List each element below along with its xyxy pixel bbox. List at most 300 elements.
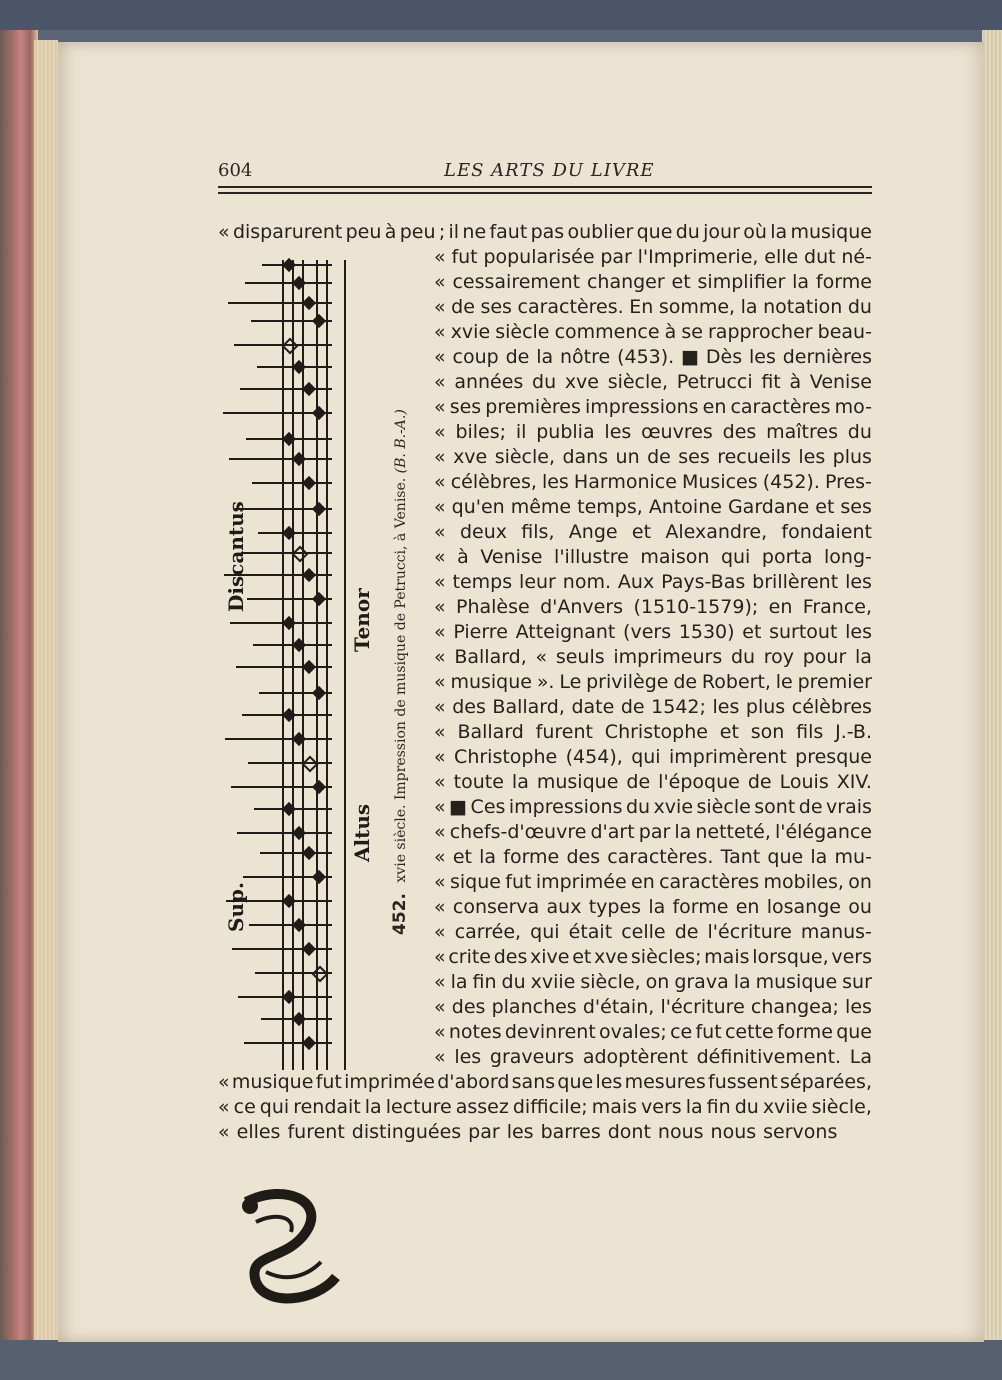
text-word: forme	[672, 896, 729, 918]
text-line	[434, 995, 872, 1020]
text-word: et	[815, 496, 835, 518]
text-word: musique	[790, 221, 872, 243]
text-word: siècle,	[580, 971, 641, 993]
text-word: ce	[233, 1096, 256, 1118]
text-word: même	[510, 496, 572, 518]
text-word: Christophe	[604, 721, 708, 743]
text-word: œuvres	[641, 421, 713, 443]
text-word: grava	[674, 971, 729, 993]
note-stem	[249, 924, 332, 926]
text-word: notes	[448, 1021, 502, 1043]
text-word: d'étain,	[582, 996, 655, 1018]
text-word: la	[792, 271, 810, 293]
text-word: Phalèse	[456, 596, 530, 618]
text-line	[434, 745, 872, 770]
note-stem	[237, 832, 332, 834]
text-word: xve	[564, 371, 599, 393]
text-line	[434, 870, 872, 895]
text-word: «	[434, 821, 446, 843]
text-word: que	[836, 1021, 872, 1043]
text-word: coup	[452, 346, 499, 368]
facing-page-edge	[982, 30, 1002, 1350]
staff-line	[344, 260, 346, 1070]
text-word: sique	[449, 871, 501, 893]
text-word: du	[734, 1096, 759, 1118]
text-word: elles	[236, 1121, 281, 1143]
text-word: fut	[451, 246, 478, 268]
text-word: ses	[449, 396, 482, 418]
note-stem	[240, 388, 332, 390]
text-word: du	[532, 371, 557, 393]
text-word: «	[434, 446, 446, 468]
running-title: LES ARTS DU LIVRE	[444, 160, 655, 181]
text-word: (452).	[762, 471, 820, 493]
text-word: «	[434, 571, 446, 593]
text-word: adoptèrent	[582, 1046, 688, 1068]
text-line	[434, 370, 872, 395]
text-word: Alexandre,	[665, 521, 768, 543]
text-line	[218, 220, 872, 245]
text-word: se	[681, 321, 703, 343]
text-word: devinrent	[504, 1021, 596, 1043]
text-word: fondaient	[781, 521, 872, 543]
text-line	[434, 470, 872, 495]
text-word: «	[434, 746, 446, 768]
text-word: sans	[511, 1071, 556, 1093]
text-word: «	[434, 346, 446, 368]
text-word: des	[722, 421, 757, 443]
text-word: «	[434, 396, 446, 418]
note-head	[302, 1036, 316, 1050]
text-word: la	[536, 346, 554, 368]
text-word: de	[673, 671, 698, 693]
text-word: «	[434, 646, 446, 668]
text-word: Pierre	[453, 621, 508, 643]
header-rule	[218, 192, 872, 194]
text-word: (vers	[623, 621, 672, 643]
note-stem	[225, 738, 332, 740]
note-head	[312, 870, 326, 884]
text-word: était	[568, 921, 613, 943]
text-word: xviie	[530, 971, 576, 993]
text-word: ce	[670, 1021, 693, 1043]
note-head	[302, 942, 316, 956]
text-word: maison	[640, 546, 710, 568]
text-word: «	[434, 621, 446, 643]
text-word: «	[434, 371, 446, 393]
text-word: la	[733, 971, 751, 993]
text-word: la	[854, 646, 872, 668]
text-word: musique	[231, 1071, 314, 1093]
text-word: notation	[763, 296, 843, 318]
text-word: la	[479, 846, 497, 868]
text-line	[434, 245, 872, 270]
text-word: en	[631, 871, 655, 893]
text-word: Pays-Bas	[661, 571, 746, 593]
text-word: les	[712, 696, 740, 718]
text-word: commence	[554, 321, 660, 343]
text-word: de	[620, 696, 645, 718]
text-word: «	[434, 246, 446, 268]
text-word: presque	[795, 746, 872, 768]
note-stem	[228, 302, 332, 304]
figure-caption-text: xvie siècle. Impression de musique de Petrucci, à Venise.	[393, 477, 409, 883]
text-word: il	[515, 421, 527, 443]
text-word: rendait	[293, 1096, 361, 1118]
text-line	[434, 695, 872, 720]
text-word: 1542;	[651, 696, 706, 718]
text-word: dans	[562, 446, 609, 468]
ornamental-initial	[226, 1182, 356, 1312]
text-word: définitivement.	[696, 1046, 842, 1068]
text-word: Petrucci	[676, 371, 753, 393]
text-word: recueils	[717, 446, 791, 468]
text-word: mo-	[834, 396, 872, 418]
text-word: ovales;	[599, 1021, 667, 1043]
text-word: la	[740, 296, 758, 318]
text-line	[434, 270, 872, 295]
text-word: fut	[505, 871, 532, 893]
text-word: impressions	[584, 396, 699, 418]
text-word: fut	[695, 1021, 722, 1043]
text-word: graveurs	[489, 1046, 575, 1068]
text-word: en	[735, 896, 760, 918]
text-word: du	[675, 221, 700, 243]
text-word: jour	[703, 221, 740, 243]
text-word: les	[845, 571, 872, 593]
voice-label-altus: Altus	[350, 803, 374, 862]
text-word: pas	[530, 221, 565, 243]
text-word: types	[588, 896, 642, 918]
text-word: les	[749, 346, 776, 368]
text-word: cette	[724, 1021, 774, 1043]
text-word: forme	[776, 1021, 833, 1043]
text-word: Venise	[809, 371, 872, 393]
text-word: séparées,	[779, 1071, 872, 1093]
text-word: siècle,	[607, 371, 669, 393]
text-word: on	[645, 971, 670, 993]
figure-caption	[390, 409, 410, 935]
text-word: privilège	[586, 671, 669, 693]
text-line	[434, 345, 872, 370]
voice-label-discantus: Discantus	[224, 501, 248, 612]
text-word: célèbres	[791, 696, 872, 718]
text-word: Louis	[779, 771, 829, 793]
text-word: qui	[631, 746, 661, 768]
text-word: la	[685, 1096, 703, 1118]
text-line	[434, 645, 872, 670]
text-word: des	[451, 996, 486, 1018]
text-word: siècle	[495, 321, 550, 343]
text-line	[434, 520, 872, 545]
text-word: du	[730, 646, 756, 668]
text-word: ses	[840, 496, 872, 518]
text-word: disparurent	[232, 221, 343, 243]
note-stem	[241, 552, 332, 554]
text-word: de	[647, 446, 671, 468]
text-word: qui	[720, 546, 751, 568]
text-word: «	[434, 421, 446, 443]
text-word: mais	[704, 946, 750, 968]
text-word: «	[434, 921, 446, 943]
text-word: on	[848, 871, 872, 893]
text-word: caractères.	[517, 296, 624, 318]
text-word: Dès	[705, 346, 743, 368]
text-word: fit	[761, 371, 781, 393]
note-stem	[262, 264, 332, 266]
note-head	[302, 382, 316, 396]
note-stem	[248, 762, 332, 764]
text-line	[434, 295, 872, 320]
text-word: Ballard,	[454, 646, 527, 668]
text-word: crite	[448, 946, 491, 968]
text-word: à	[457, 546, 469, 568]
text-word: musique	[755, 971, 838, 993]
text-word: la	[648, 896, 666, 918]
text-word: xvie	[450, 321, 491, 343]
text-word: d'Anvers	[540, 596, 624, 618]
text-word: somme,	[658, 296, 736, 318]
voice-label-sup: Sup.	[224, 882, 248, 932]
text-word: (1510-1579);	[633, 596, 759, 618]
text-word: lorsque,	[752, 946, 829, 968]
text-word: «	[434, 771, 446, 793]
note-stem	[232, 948, 332, 950]
text-word: porta	[761, 546, 813, 568]
text-word: long-	[824, 546, 872, 568]
text-word: siècle	[696, 796, 751, 818]
note-head	[282, 338, 299, 355]
figure-number: 452.	[390, 893, 410, 935]
text-word: dont	[607, 1121, 651, 1143]
text-word: beau-	[817, 321, 872, 343]
text-word: Christophe	[454, 746, 558, 768]
text-word: à	[384, 221, 397, 243]
text-word: mobiles,	[763, 871, 844, 893]
text-word: le	[775, 671, 793, 693]
text-word: la	[511, 771, 529, 793]
text-word: «	[218, 1121, 230, 1143]
text-word: des	[493, 946, 528, 968]
text-word: biles;	[455, 421, 507, 443]
text-line	[434, 920, 872, 945]
figure-caption-source: (B. B.-A.)	[393, 409, 409, 474]
text-word: des	[566, 846, 601, 868]
text-word: Pres-	[824, 471, 872, 493]
text-word: planches	[491, 996, 577, 1018]
text-word: celle	[621, 921, 666, 943]
text-word: ».	[536, 671, 555, 693]
text-word: les	[595, 1071, 623, 1093]
text-word: assez	[455, 1096, 509, 1118]
text-word: furent	[535, 721, 593, 743]
text-word: et	[631, 521, 652, 543]
text-word: la	[364, 1096, 382, 1118]
text-word: du	[625, 796, 651, 818]
text-line	[434, 570, 872, 595]
text-word: xvie	[653, 796, 694, 818]
text-word: vers	[831, 946, 872, 968]
text-word: musique	[536, 771, 619, 793]
text-word: «	[434, 496, 446, 518]
text-word: du	[847, 421, 872, 443]
note-head	[312, 592, 326, 606]
text-line	[434, 845, 872, 870]
text-word: chefs-d'œuvre	[449, 821, 587, 843]
text-word: peu	[345, 221, 382, 243]
text-word: ■	[681, 346, 700, 368]
text-word: leur	[519, 571, 556, 593]
text-word: «	[434, 1021, 446, 1043]
text-word: Gardane	[727, 496, 810, 518]
text-word: vrais	[826, 796, 872, 818]
text-word: que	[557, 1071, 594, 1093]
text-word: Ballard,	[492, 696, 565, 718]
text-line	[218, 1095, 872, 1120]
text-line	[434, 1020, 872, 1045]
text-word: losange	[766, 896, 841, 918]
text-word: il	[448, 221, 460, 243]
text-word: «	[434, 671, 446, 693]
text-word: temps,	[577, 496, 643, 518]
text-word: imprimée	[535, 871, 627, 893]
book-binding-left	[0, 30, 38, 1350]
text-word: (454),	[565, 746, 623, 768]
text-word: faut	[489, 221, 528, 243]
text-word: nom.	[562, 571, 611, 593]
text-word: peu	[399, 221, 436, 243]
text-word: distinguées	[351, 1121, 462, 1143]
text-word: de	[626, 771, 651, 793]
note-head	[302, 568, 316, 582]
text-word: deux	[459, 521, 507, 543]
text-word: «	[434, 471, 446, 493]
note-stem	[252, 482, 332, 484]
text-line	[434, 420, 872, 445]
text-line	[434, 595, 872, 620]
text-word: ne	[462, 221, 487, 243]
text-word: xve	[594, 946, 629, 968]
text-word: xve	[453, 446, 488, 468]
note-head	[302, 846, 316, 860]
note-stem	[245, 282, 332, 284]
text-line	[218, 1120, 872, 1145]
text-word: surtout	[769, 621, 838, 643]
text-word: en	[702, 396, 727, 418]
text-word: que	[767, 846, 804, 868]
text-word: caractères.	[607, 846, 714, 868]
page-number: 604	[218, 160, 253, 181]
note-head	[302, 660, 316, 674]
note-stem	[260, 852, 332, 854]
text-word: La	[849, 1046, 872, 1068]
note-head	[312, 780, 326, 794]
text-word: de	[451, 296, 475, 318]
text-word: Atteignant	[515, 621, 616, 643]
text-word: «	[434, 546, 446, 568]
text-word: l'Imprimerie,	[637, 246, 759, 268]
text-word: Aux	[617, 571, 655, 593]
text-word: la	[674, 821, 692, 843]
text-word: toute	[453, 771, 504, 793]
text-word: plus	[832, 446, 872, 468]
text-word: par	[468, 1121, 500, 1143]
text-word: musique	[450, 671, 532, 693]
note-head	[312, 406, 326, 420]
text-word: du	[501, 971, 526, 993]
text-word: qui	[530, 921, 560, 943]
text-word: «	[434, 1046, 446, 1068]
text-word: d'art	[590, 821, 635, 843]
text-word: par	[600, 246, 632, 268]
text-word: fils,	[521, 521, 555, 543]
book-cover-top	[0, 0, 1002, 30]
text-word: son	[750, 721, 785, 743]
text-word: caractères	[659, 871, 760, 893]
text-word: à	[664, 321, 677, 343]
text-word: vers	[641, 1096, 682, 1118]
text-word: un	[615, 446, 640, 468]
text-word: années	[454, 371, 524, 393]
text-word: imprimeurs	[613, 646, 723, 668]
text-word: la	[770, 221, 788, 243]
text-word: sont	[754, 796, 796, 818]
header-rule	[218, 186, 872, 188]
text-word: Ange	[568, 521, 618, 543]
text-word: impressions	[508, 796, 623, 818]
text-word: par	[638, 821, 671, 843]
text-word: nous	[657, 1121, 704, 1143]
text-word: netteté,	[695, 821, 771, 843]
text-word: «	[434, 946, 446, 968]
text-word: l'époque	[658, 771, 740, 793]
text-word: France,	[802, 596, 872, 618]
text-word: «	[434, 846, 446, 868]
text-word: dernières	[782, 346, 872, 368]
text-word: brillèrent	[752, 571, 839, 593]
text-word: et	[452, 846, 472, 868]
text-word: roy	[763, 646, 795, 668]
text-word: qui	[259, 1096, 290, 1118]
text-word: En	[629, 296, 654, 318]
text-line	[434, 495, 872, 520]
text-word: nous	[710, 1121, 757, 1143]
text-word: «	[535, 646, 548, 668]
text-word: «	[218, 1096, 230, 1118]
text-word: à	[789, 371, 802, 393]
text-word: fussent	[708, 1071, 778, 1093]
text-word: du	[847, 296, 872, 318]
text-word: ses	[480, 296, 512, 318]
text-word: «	[434, 321, 446, 343]
text-word: l'écriture	[707, 921, 792, 943]
text-word: elle	[764, 246, 799, 268]
text-word: «	[434, 971, 446, 993]
note-head	[312, 502, 326, 516]
text-word: ou	[848, 896, 872, 918]
text-word: Musices	[682, 471, 758, 493]
text-word: en	[768, 596, 793, 618]
text-word: publia	[536, 421, 595, 443]
text-word: imprimèrent	[669, 746, 787, 768]
note-head	[292, 546, 309, 563]
text-line	[434, 545, 872, 570]
text-word: Harmonice	[573, 471, 677, 493]
text-word: conserva	[452, 896, 540, 918]
text-word: des	[452, 696, 486, 718]
text-word: Ces	[470, 796, 506, 818]
note-head	[302, 296, 316, 310]
